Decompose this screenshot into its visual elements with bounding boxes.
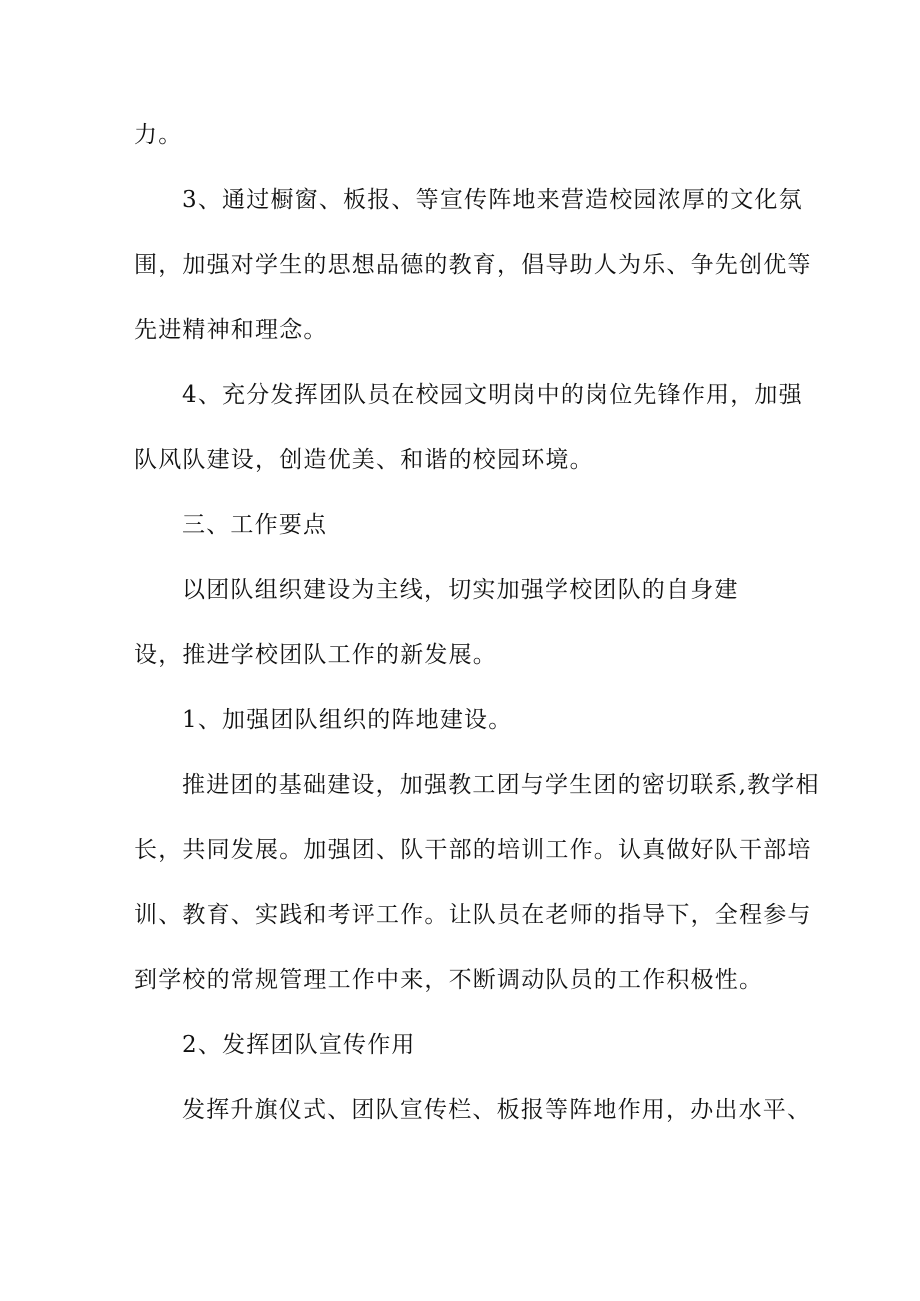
section-heading: 三、工作要点: [182, 512, 328, 538]
text-line: 到学校的常规管理工作中来，不断调动队员的工作积极性。: [134, 967, 764, 993]
text-line: 3、通过橱窗、板报、等宣传阵地来营造校园浓厚的文化氛: [182, 187, 803, 213]
text-line: 以团队组织建设为主线，切实加强学校团队的自身建: [182, 577, 739, 603]
subsection-heading: 2、发挥团队宣传作用: [182, 1032, 416, 1058]
text-line: 先进精神和理念。: [134, 317, 328, 343]
text-line: 队风队建设，创造优美、和谐的校园环境。: [134, 447, 594, 473]
text-line: 4、充分发挥团队员在校园文明岗中的岗位先锋作用，加强: [182, 382, 803, 408]
text-line: 发挥升旗仪式、团队宣传栏、板报等阵地作用，办出水平、: [182, 1097, 812, 1123]
text-line: 力。: [134, 122, 183, 148]
text-line: 长，共同发展。加强团、队干部的培训工作。认真做好队干部培: [134, 837, 812, 863]
text-line: 设，推进学校团队工作的新发展。: [134, 642, 497, 668]
subsection-heading: 1、加强团队组织的阵地建设。: [182, 707, 513, 733]
text-line: 围，加强对学生的思想品德的教育，倡导助人为乐、争先创优等: [134, 252, 812, 278]
text-line: 推进团的基础建设，加强教工团与学生团的密切联系,教学相: [182, 772, 820, 798]
text-line: 训、教育、实践和考评工作。让队员在老师的指导下，全程参与: [134, 902, 812, 928]
